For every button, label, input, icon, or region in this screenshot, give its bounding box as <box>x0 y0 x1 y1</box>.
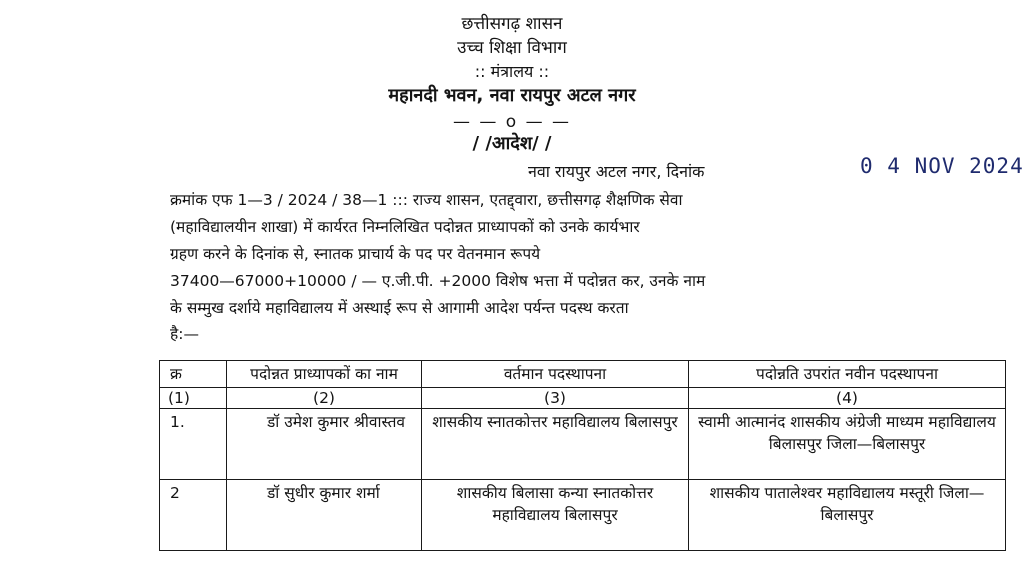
body-line-4: 37400—67000+10000 / — ए.जी.पी. +2000 विशेष भत्ता में पदोन्नत कर, उनके नाम <box>170 272 706 290</box>
office-address: महानदी भवन, नवा रायपुर अटल नगर <box>388 85 636 106</box>
table-row <box>160 409 1006 480</box>
ministry-label: :: मंत्रालय :: <box>474 62 550 81</box>
dateline: नवा रायपुर अटल नगर, दिनांक <box>528 162 705 181</box>
header-new-posting: पदोन्नति उपरांत नवीन पदस्थापना <box>689 361 1006 388</box>
posting-table <box>159 360 1006 551</box>
header-separator: — — o — — <box>452 112 572 132</box>
body-line-6: है:— <box>170 325 199 343</box>
row-serial: 2 <box>160 480 227 551</box>
current-posting: शासकीय बिलासा कन्या स्नातकोत्तर महाविद्यालय बिलासपुर <box>422 480 689 551</box>
column-number: (1) <box>160 388 227 409</box>
body-line-2: (महाविद्यालयीन शाखा) में कार्यरत निम्नलिखित पदोन्नत प्राध्यापकों को उनके कार्यभार <box>170 218 640 236</box>
header-serial: क्र <box>160 361 227 388</box>
body-line-5: के सम्मुख दर्शाये महाविद्यालय में अस्थाई रूप से आगामी आदेश पर्यन्त पदस्थ करता <box>170 299 629 317</box>
column-number: (2) <box>227 388 422 409</box>
order-title: / /आदेश/ / <box>472 133 552 154</box>
new-posting: स्वामी आत्मानंद शासकीय अंग्रेजी माध्यम महाविद्यालय बिलासपुर जिला—बिलासपुर <box>689 409 1006 480</box>
column-number: (3) <box>422 388 689 409</box>
table-header-row <box>160 361 1006 388</box>
current-posting: शासकीय स्नातकोत्तर महाविद्यालय बिलासपुर <box>422 409 689 480</box>
department-name: उच्च शिक्षा विभाग <box>457 38 567 58</box>
professor-name: डॉ सुधीर कुमार शर्मा <box>227 480 422 551</box>
new-posting: शासकीय पातालेश्वर महाविद्यालय मस्तूरी जिला— बिलासपुर <box>689 480 1006 551</box>
header-name: पदोन्नत प्राध्यापकों का नाम <box>227 361 422 388</box>
date-stamp: 0 4 NOV 2024 <box>860 154 1024 178</box>
body-line-3: ग्रहण करने के दिनांक से, स्नातक प्राचार्य के पद पर वेतनमान रूपये <box>170 245 541 263</box>
table-row <box>160 480 1006 551</box>
table-number-row <box>160 388 1006 409</box>
row-serial: 1. <box>160 409 227 480</box>
header-current-posting: वर्तमान पदस्थापना <box>422 361 689 388</box>
body-line-1: क्रमांक एफ 1—3 / 2024 / 38—1 ::: राज्य शासन, एतद्द्वारा, छत्तीसगढ़ शैक्षणिक सेवा <box>170 191 683 209</box>
government-name: छत्तीसगढ़ शासन <box>461 14 563 34</box>
column-number: (4) <box>689 388 1006 409</box>
professor-name: डॉ उमेश कुमार श्रीवास्तव <box>227 409 422 480</box>
